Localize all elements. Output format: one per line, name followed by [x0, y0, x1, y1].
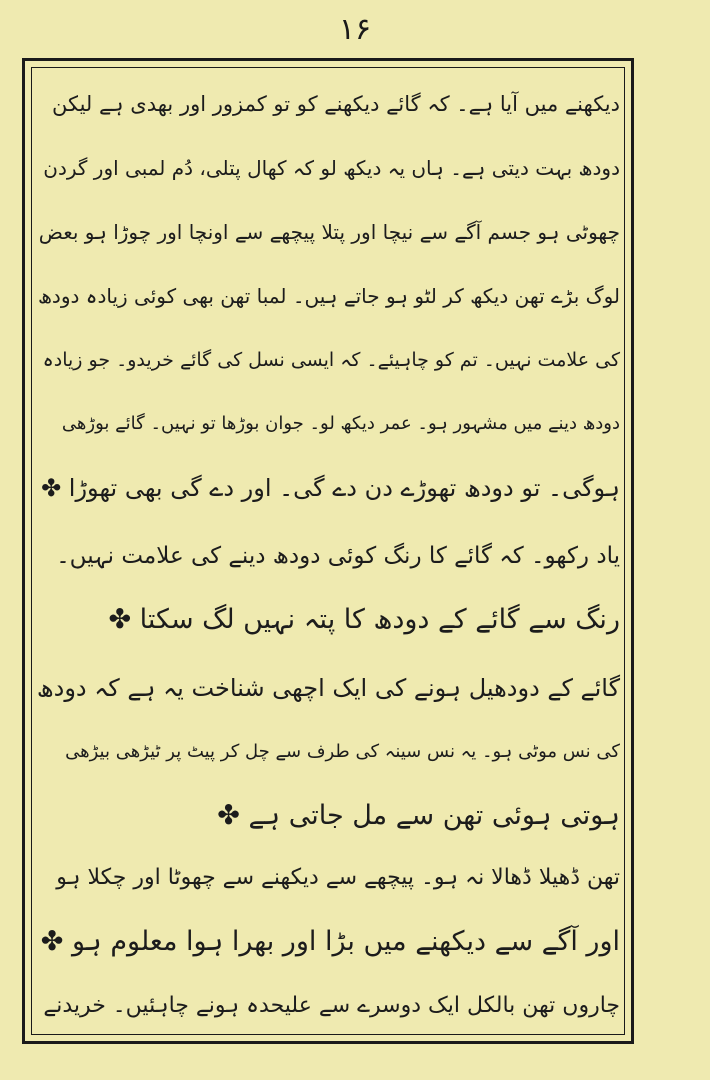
text-line: رنگ سے گائے کے دودھ کا پتہ نہیں لگ سکتا ✤ [108, 604, 620, 635]
text-line: چاروں تھن بالکل ایک دوسرے سے علیحدہ ہونے چاہئیں۔ خریدنے [43, 993, 620, 1018]
text-line: چھوٹی ہو جسم آگے سے نیچا اور پتلا پیچھے سے اونچا اور چوڑا ہو بعض [38, 220, 620, 244]
text-line: ہوگی۔ تو دودھ تھوڑے دن دے گی۔ اور دے گی بھی تھوڑا ✤ [41, 474, 620, 502]
text-line: اور آگے سے دیکھنے میں بڑا اور بھرا ہوا معلوم ہو ✤ [40, 926, 620, 957]
text-line: دودھ بہت دیتی ہے۔ ہاں یہ دیکھ لو کہ کھال پتلی، دُم لمبی اور گردن [43, 156, 620, 180]
text-line: گائے کے دودھیل ہونے کی ایک اچھی شناخت یہ ہے کہ دودھ [36, 674, 620, 702]
page-number: ۱۶ [338, 12, 372, 47]
text-line: کی نس موٹی ہو۔ یہ نس سینہ کی طرف سے چل کر پیٹ پر ٹیڑھی بیڑھی [65, 741, 620, 762]
text-line: ہوتی ہوئی تھن سے مل جاتی ہے ✤ [217, 800, 620, 831]
text-line: تھن ڈھیلا ڈھالا نہ ہو۔ پیچھے سے دیکھنے سے چھوٹا اور چکلا ہو [56, 865, 620, 890]
text-line: دیکھنے میں آیا ہے۔ کہ گائے دیکھنے کو تو کمزور اور بھدی ہے لیکن [52, 92, 620, 116]
page-body [36, 82, 620, 1032]
text-line: دودھ دینے میں مشہور ہو۔ عمر دیکھ لو۔ جوان بوڑھا تو نہیں۔ گائے بوڑھی [61, 413, 620, 434]
text-line: کی علامت نہیں۔ تم کو چاہیئے۔ کہ ایسی نسل کی گائے خریدو۔ جو زیادہ [42, 349, 620, 371]
text-line: یاد رکھو۔ کہ گائے کا رنگ کوئی دودھ دینے کی علامت نہیں۔ [56, 543, 620, 569]
text-line: لوگ بڑے تھن دیکھ کر لٹو ہو جاتے ہیں۔ لمبا تھن بھی کوئی زیادہ دودھ [37, 284, 620, 308]
